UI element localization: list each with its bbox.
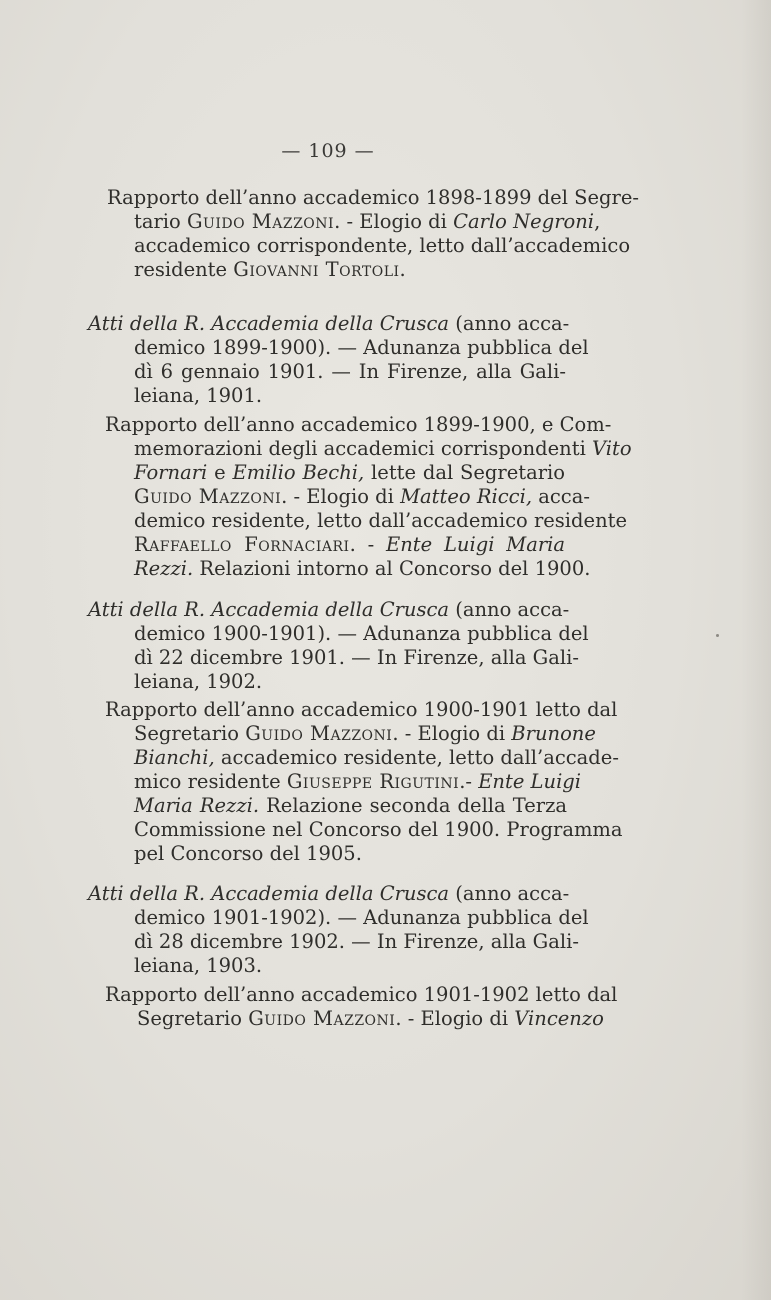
- person-name: Giovanni Tortoli: [233, 258, 400, 281]
- foundation-name: Ente Luigi: [478, 770, 582, 793]
- publication-title: Atti della R. Accademia della Crusca: [88, 598, 450, 621]
- text-line: leiana, 1901.: [134, 384, 263, 407]
- text-line: leiana, 1902.: [134, 670, 263, 693]
- person-name: Carlo Negroni: [453, 210, 595, 233]
- text-line: Rapporto dell’anno accademico 1901-1902 letto dal: [105, 983, 618, 1006]
- person-name: Guido Mazzoni: [186, 210, 335, 233]
- text-line: Rapporto dell’anno accademico 1898-1899 del Segre-: [107, 186, 639, 209]
- person-name: Emilio Bechi,: [232, 461, 365, 484]
- text-line: Rapporto dell’anno accademico 1900-1901 letto dal: [105, 698, 618, 721]
- text-line: Segretario Guido Mazzoni. - Elogio di Vincenzo: [137, 1007, 604, 1030]
- text-line: dì 6 gennaio 1901. — In Firenze, alla Gali-: [134, 360, 566, 383]
- entry-rapporto-1899-1900: [105, 413, 632, 581]
- text-line: demico 1900-1901). — Adunanza pubblica del: [134, 622, 589, 645]
- text-line: memorazioni degli accademici corrispondenti Vito: [134, 437, 632, 460]
- person-name: Bianchi,: [134, 746, 215, 769]
- text-line: mico residente Giuseppe Rigutini.- Ente Luigi: [134, 770, 582, 793]
- text-line: Atti della R. Accademia della Crusca (anno acca-: [88, 882, 570, 905]
- paper-speck: [716, 634, 719, 637]
- person-name: Giuseppe Rigutini: [286, 770, 460, 793]
- text-line: Rapporto dell’anno accademico 1899-1900, e Com-: [105, 413, 612, 436]
- entry-atti-1899-1900: [88, 312, 589, 408]
- person-name: Guido Mazzoni: [245, 722, 393, 745]
- text-line: Commissione nel Concorso del 1900. Programma: [134, 818, 623, 841]
- text-line: Maria Rezzi. Relazione seconda della Terza: [134, 794, 567, 817]
- text-line: Atti della R. Accademia della Crusca (anno acca-: [88, 312, 570, 335]
- publication-title: Atti della R. Accademia della Crusca: [88, 882, 450, 905]
- text-line: demico residente, letto dall’accademico residente: [134, 509, 628, 532]
- text-line: demico 1901-1902). — Adunanza pubblica del: [134, 906, 589, 929]
- text-line: accademico corrispondente, letto dall’accademico: [134, 234, 631, 257]
- page-number: — 109 —: [281, 140, 375, 162]
- person-name: Matteo Ricci,: [400, 485, 533, 508]
- text-line: Raffaello Fornaciari. - Ente Luigi Maria: [134, 533, 566, 556]
- person-name: Raffaello Fornaciari: [134, 533, 350, 556]
- text-line: leiana, 1903.: [134, 954, 263, 977]
- entry-rapporto-1900-1901: [105, 698, 623, 866]
- text-line: dì 28 dicembre 1902. — In Firenze, alla Gali-: [134, 930, 579, 953]
- person-name: Guido Mazzoni: [248, 1007, 396, 1030]
- text-line: dì 22 dicembre 1901. — In Firenze, alla Gali-: [134, 646, 579, 669]
- text-line: residente Giovanni Tortoli.: [134, 258, 406, 281]
- text-line: Atti della R. Accademia della Crusca (anno acca-: [88, 598, 570, 621]
- entry-rapporto-1898-1899: [107, 186, 639, 282]
- text-line: Fornari e Emilio Bechi, lette dal Segretario: [134, 461, 566, 484]
- text-line: Bianchi, accademico residente, letto dall’accade-: [134, 746, 619, 769]
- foundation-name: Rezzi.: [134, 557, 194, 580]
- person-name: Vito: [592, 437, 632, 460]
- entry-atti-1901-1902: [88, 882, 589, 978]
- person-name: Brunone: [511, 722, 596, 745]
- text-line: Segretario Guido Mazzoni. - Elogio di Brunone: [134, 722, 596, 745]
- person-name: Fornari: [134, 461, 208, 484]
- text-line: demico 1899-1900). — Adunanza pubblica del: [134, 336, 589, 359]
- text-line: pel Concorso del 1905.: [134, 842, 362, 865]
- text-line: tario Guido Mazzoni. - Elogio di Carlo Negroni,: [134, 210, 601, 233]
- person-name: Guido Mazzoni: [134, 485, 282, 508]
- entry-atti-1900-1901: [88, 598, 589, 694]
- person-name: Vincenzo: [514, 1007, 604, 1030]
- page-edge-shadow: [741, 0, 771, 1300]
- foundation-name: Maria Rezzi.: [134, 794, 260, 817]
- publication-title: Atti della R. Accademia della Crusca: [88, 312, 450, 335]
- text-line: Guido Mazzoni. - Elogio di Matteo Ricci, acca-: [134, 485, 590, 508]
- foundation-name: Ente Luigi Maria: [385, 533, 566, 556]
- text-line: Rezzi. Relazioni intorno al Concorso del 1900.: [134, 557, 591, 580]
- entry-rapporto-1901-1902: [105, 983, 618, 1031]
